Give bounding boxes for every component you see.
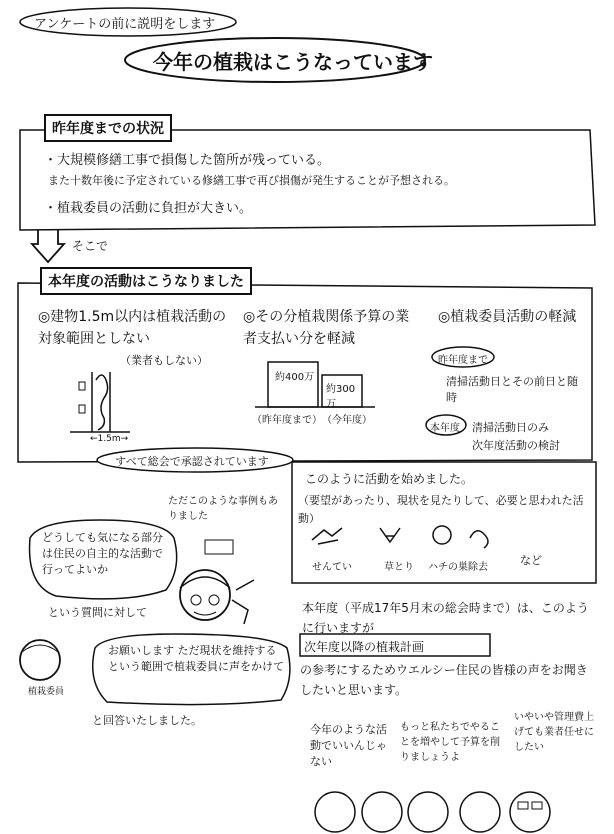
col3-text-previous: 清掃活動日とその前日と随時 — [446, 375, 578, 404]
example-note: ただこのような事例もありました — [168, 496, 278, 522]
voice-1: 今年のような活動でいいんじゃない — [310, 723, 387, 768]
voice-3: いやいや管理費上げても業者任せにしたい — [514, 712, 594, 753]
col1-dim: ←1.5m→ — [90, 434, 129, 444]
question-bubble-text: どうしても気になる部分は住民の自主的な活動で行ってよいか — [42, 531, 163, 576]
closing-boxed-text: 次年度以降の植栽計画 — [304, 640, 425, 654]
closing-text: 本年度（平成17年5月末の総会時まで）は、このように行いますが — [302, 601, 589, 635]
closing-text-2: の参考にするためウエルシー住民の皆様の声をお聞きしたいと思います。 — [300, 663, 588, 697]
col1-note: （業者もしない） — [120, 354, 208, 367]
col1-title: ◎建物1.5m以内は植栽活動の対象範囲としない — [38, 309, 227, 347]
previous-line-2: また十数年後に予定されている修繕工事で再び損傷が発生することが予想される。 — [48, 174, 455, 187]
axis-label-current: （今年度） — [322, 415, 372, 426]
col3-tag-previous: 昨年度まで — [438, 355, 488, 366]
activity-item-weeding: 草とり — [384, 562, 414, 573]
axis-label-previous: （昨年度まで） — [252, 415, 322, 426]
bar-label-previous: 約400万 — [275, 372, 315, 383]
col2-title: ◎その分植栽関係予算の業者支払い分を軽減 — [243, 309, 410, 347]
previous-line-1: ・大規模修繕工事で損傷した箇所が残っている。 — [44, 153, 331, 168]
activity-item-pruning: せんてい — [312, 562, 352, 573]
col3-title: ◎植栽委員活動の軽減 — [438, 309, 577, 325]
connector-text: そこで — [72, 239, 109, 253]
page-title: 今年の植栽はこうなっています — [153, 50, 433, 74]
approved-note: すべて総会で承認されています — [115, 455, 269, 468]
answer-bubble-text: お願いします ただ現状を維持するという範囲で植栽委員に声をかけて — [108, 644, 284, 673]
committee-member-label: 植栽委員 — [28, 687, 65, 697]
activity-item-hive-removal: ハチの巣除去 — [428, 562, 488, 573]
col3-text-current: 清掃活動日のみ — [472, 421, 549, 434]
pretitle: アンケートの前に説明をします — [34, 17, 216, 32]
current-activities-label: 本年度の活動はこうなりました — [40, 267, 252, 295]
activity-etc: など — [520, 554, 542, 567]
activities-paren: （要望があったり、現状を見たりして、必要と思われた活動） — [298, 494, 584, 525]
answer-followup: と回答いたしました。 — [92, 714, 202, 727]
col3-text-next-year: 次年度活動の検討 — [472, 439, 560, 452]
previous-status-label: 昨年度までの状況 — [44, 114, 172, 142]
voice-2: もっと私たちでやることを増やして予算を削りましょうよ — [400, 722, 500, 763]
question-followup: という質問に対して — [48, 606, 147, 619]
activities-intro: このように活動を始めました。 — [305, 472, 474, 486]
col3-tag-current: 本年度 — [430, 423, 460, 434]
previous-line-3: ・植栽委員の活動に負担が大きい。 — [44, 201, 253, 216]
bar-label-current: 約300万 — [326, 384, 356, 410]
